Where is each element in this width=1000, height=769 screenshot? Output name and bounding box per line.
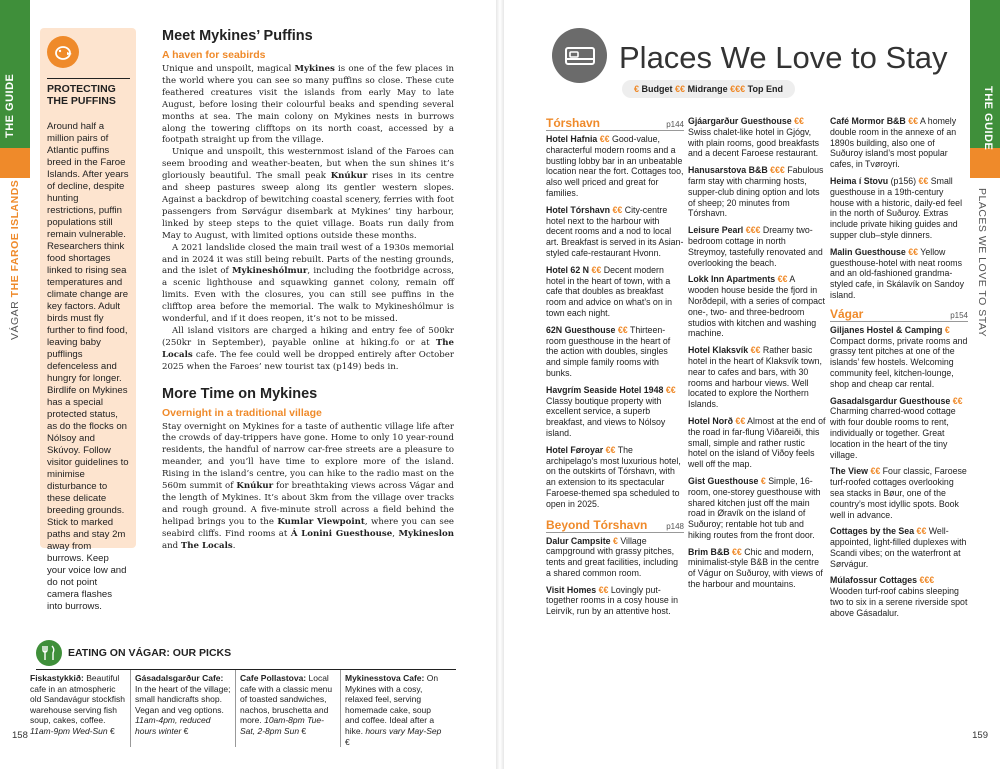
article-subtitle: Overnight in a traditional village [162,406,322,419]
listing-name: 62N Guesthouse [546,324,616,335]
pick-name: Cafe Pollastova: [240,673,307,683]
listing-text: Almost at the end of the road in far-flung Viðareiði, this small, simple and rather rustic hotel on the island of Viðoy feels well off the map. [688,415,826,470]
side-subtitle-prefix: VÁGAR [9,300,21,340]
listing-name: Hotel Hafnia [546,134,598,144]
eating-pick [341,670,446,747]
listing-price: € [944,324,950,335]
listing-name: Heima í Stovu [830,175,889,186]
listing-text: A wooden house beside the fjord in Norðdepil, with a series of compact one-, two- and three-bedroom studios with kitchen and washing machine. [688,274,825,339]
right-page [504,0,1000,769]
listing-name: Gjáargarður Guesthouse [688,116,792,126]
listing-entry [830,116,968,170]
listing-text: Four classic, Faroese turf-roofed cottages overlooking sea stacks in Bøur, one of the country’s most idyllic spots. Book well in advance. [830,466,967,520]
pick-name: Fiskastykkið: [30,673,84,683]
eating-picks [30,640,456,747]
region-page-ref: p154 [950,310,968,320]
region-header [546,116,684,131]
listing-price: €€€ [770,165,785,176]
listing-entry [830,466,968,520]
puffin-sidebar [40,28,136,612]
listing-name: Havgrím Seaside Hotel 1948 [546,384,664,395]
listing-entry [546,134,684,199]
listing-price: €€ [617,324,628,335]
bed-icon [552,28,607,83]
listing-price: €€ [908,116,919,126]
eating-columns [26,670,456,747]
listing-column-1 [546,116,684,625]
listing-text: Thirteen-room guesthouse in the heart of the action with doubles, singles and simple family rooms with bunks. [546,324,671,378]
pick-name: Gásadalsgarður Cafe: [135,673,224,683]
listing-entry [830,575,968,618]
listing-text: The archipelago’s most luxurious hotel, on the outskirts of Tórshavn, with an extension to its spectacular Faroese-themed spa scheduled to open in 2025. [546,444,681,509]
listing-text: A homely double room in the annexe of an 1890s building, also one of Suðuroy island’s most popular cafes, in Tvøroyri. [830,116,957,170]
listing-text: City-centre hotel next to the harbour with decent rooms and a nod to local art. Breakfast is served in its Asian-styled cafe-restaurant Hvonn. [546,204,684,258]
listing-name: Múlafossur Cottages [830,575,918,586]
listing-entry [688,547,826,590]
listing-text: Compact dorms, private rooms and grassy tent pitches at one of the islands’ few hostels. Welcoming community feel, kitchen-lounge, shop and cheap car rental. [830,335,968,389]
listing-name: Leisure Pearl [688,225,744,236]
sidebar-text: Around half a million pairs of Atlantic puffins breed in the Faroe Islands. After years of decline, despite hunting restrictions, puffin populations still remain vulnerable. Researchers think food shortages linked to rising sea temperatures and climate change are key factors. Adult birds must fly further to find food, leaving baby pufflings defenceless and hungry for longer. Birdlife on Mykines has a special protected status, as do the flocks on Nólsoy and Skúvoy. Follow visitor guidelines to minimise disturbance to these delicate breeding grounds. Stick to marked paths and stay 2m away from burrows. Keep your voice low and do not point camera flashes into burrows. [47,121,129,612]
eating-pick [131,670,236,747]
listing-entry [688,274,826,339]
listing-entry [546,445,684,510]
listing-text: Simple, 16-room, one-storey guesthouse with shared kitchen just off the main road in Øravík on the island of Suðuroy; rentable hot tub and hiking routes from the front door. [688,475,821,540]
listing-text: Swiss chalet-like hotel in Gjógv, with plain rooms, good breakfasts and a decent Faroese restaurant. [688,126,820,159]
listing-text: Charming charred-wood cottage with four double rooms to rent, individually or together. Great location in the heart of the tiny village. [830,406,956,460]
region-page-ref: p148 [666,521,684,531]
pick-text: In the heart of the village; small handicrafts shop. Vegan and veg options. [135,683,231,715]
listing-name: Hotel 62 N [546,264,590,275]
eating-pick [236,670,341,747]
listing-price: €€ [870,466,881,477]
listing-entry [546,325,684,379]
listing-price: €€ [591,264,602,275]
cutlery-icon [36,640,62,666]
listing-price: €€ [918,175,929,186]
listing-price: € [612,535,618,546]
listing-text: Good-value, characterful modern rooms and a bustling lobby bar in an unbeatable location near the fort. Cottages too, also well priced and great for families. [546,134,684,198]
guide-tab-label: THE GUIDE [982,86,994,151]
paragraph: A 2021 landslide closed the main trail west of a 1930s memorial and in 2024 it was still being rebuilt. Parts of the nesting grounds, and the islet of Mykineshólmur, including the footbridge across, a scenic lighthouse and squawking gannet colony, remain off limits. Even with the closures, you can still see puffins in the clifftop area before the memorial. The walk to Mykineshólmur is wonderful, and if it does reopen, it’s not to be missed. [162,242,454,325]
listing-entry [688,116,826,159]
listing-text: Village campground with grassy pitches, tents and great facilities, including a shared common room. [546,535,679,578]
section-tab-accent [970,148,1000,178]
listing-name: Cottages by the Sea [830,526,915,537]
listing-text: Classy boutique property with excellent service, a superb breakfast, and views to Nólsoy island. [546,395,666,438]
listing-entry [546,205,684,259]
listing-price: €€ [750,345,761,356]
listing-entry [546,585,684,617]
paragraph: Unique and unspoilt, magical Mykines is one of the few places in the world where you can see so many puffins so close. These cute feathered creatures visit the islands from early May to late August, before losing their colourful beaks and spending several months at sea. The main colony on Mykines nests in burrows along the towering clifftops on its north coast, accessed by a footpath straight up from the village. [162,64,455,146]
listing-text: Dreamy two-bedroom cottage in north Streymoy, tastefully renovated and overlooking the beach. [688,225,823,268]
pick-price: € [181,725,189,736]
main-article [162,28,454,553]
region-header [546,518,684,533]
listing-name: Hotel Norð [688,415,733,426]
listing-price: €€ [598,584,609,595]
pick-hours: hours vary May-Sep [365,725,442,736]
eating-title: EATING ON VÁGAR: OUR PICKS [68,647,232,659]
listing-price: €€ [777,274,788,285]
guide-tab-label: THE GUIDE [4,73,16,138]
listing-text: Fabulous farm stay with charming hosts, supper-club dining option and lots of sheep; 20 minutes from Tórshavn. [688,165,824,219]
listing-price: €€ [599,134,610,144]
listing-name: Lokk Inn Apartments [688,274,776,285]
side-subtitle [9,180,21,340]
article-title: More Time on Mykines [162,385,318,402]
listing-price: €€ [794,116,804,126]
listing-entry [546,385,684,439]
paragraph: Unique and unspoilt, this westernmost island of the Faroes can seem brooding and weather-beaten, but when the sun shines it’s gloriously beautiful. The small peak Knúkur rises in its centre and sheep pastures sweep along its gentler western slopes. Against a backdrop of bewitching coastal scenery, ferries with foot passengers from Sørvágur disembark at Mykines’ tiny harbour, linked by steep steps to the quiet village. Boats run daily from May to August, with limited options outside these months. [162,147,454,241]
article-subtitle: A haven for seabirds [162,49,266,61]
listings [546,116,968,625]
spine [496,0,504,769]
listing-name: Brim B&B [688,546,730,557]
listing-column-3 [830,116,968,625]
sidebar-title: PROTECTING THE PUFFINS [47,78,130,107]
region-header [830,307,968,322]
listing-name: Dalur Campsite [546,535,611,546]
article-title: Meet Mykines’ Puffins [162,28,313,44]
listing-price: €€ [732,546,742,557]
listing-price: €€ [735,415,746,426]
side-subtitle-suffix: THE FAROE ISLANDS [9,179,21,298]
pick-text: On Mykines with a cosy, relaxed feel, serving homemade cake, soup and coffee. Ideal after a hike. [345,673,439,736]
listing-column-2 [688,116,826,625]
listing-entry [688,225,826,268]
listing-name: Hotel Føroyar [546,444,604,455]
listing-price: €€€ [919,575,935,586]
listing-text: Small guesthouse in a 19th-century house with a historic, daily-ed feel in the north of Suðuroy. Extras include private hiking guides and supper club–style dinners. [830,175,963,240]
side-subtitle: PLACES WE LOVE TO STAY [976,188,988,338]
pick-hours: 11am-4pm, reduced hours winter [135,715,211,736]
listing-price: €€ [908,246,919,257]
page-number: 159 [972,730,988,741]
listing-name: Hotel Tórshavn [546,204,611,215]
listing-entry [830,325,968,390]
listing-entry [688,476,826,541]
listing-entry [546,536,684,579]
listing-text: Rather basic hotel in the heart of Klaksvík town, near to cafes and bars, with 30 rooms and harbour views. Well located to explore the Northern Islands. [688,345,822,410]
listing-entry [546,265,684,319]
pick-price: € [107,725,115,736]
listing-text: Lovingly put-together rooms in a cosy house in Leirvík, run by an attentive host. [546,584,679,617]
listing-price: €€ [665,384,676,395]
listing-price: €€€ [745,225,761,236]
listing-text: Yellow guesthouse-hotel with neat rooms and an old-fashioned grandma-styled cafe, in Skálavík on Sandoy island. [830,246,964,300]
listing-entry [688,165,826,219]
listing-entry [688,416,826,470]
listing-entry [830,247,968,301]
page-number: 158 [12,730,28,741]
pick-price: € [345,736,350,747]
pick-name: Mykinesstova Cafe: [345,673,425,683]
listing-name: The View [830,466,868,477]
pick-hours: 10am-8pm Tue-Sat, 2-8pm Sun [240,715,324,736]
eating-header [36,640,456,670]
region-name: Vágar [830,306,864,321]
page-title: Places We Love to Stay [619,40,948,75]
listing-name: Giljanes Hostel & Camping [830,324,943,335]
listing-name: Gist Guesthouse [688,475,759,486]
eating-pick [26,670,131,747]
listing-entry [830,526,968,569]
listing-text: Decent modern hotel in the heart of town, with a cafe that doubles as breakfast room and advice on what’s on in town each night. [546,264,673,318]
listing-text: Chic and modern, minimalist-style B&B in the centre of Vágur on Suðuroy, with views of the harbour and mountains. [688,546,823,590]
region-page-ref: p144 [666,120,684,129]
pick-text: Local cafe with a classic menu of toasted sandwiches, nachos, bruschetta and more. [240,673,333,726]
listing-page-ref: (p156) [888,175,919,186]
puffin-icon [47,36,79,68]
pick-text: Beautiful cafe in an atmospheric old Sandavágur stockfish warehouse serving fish soup, cakes, coffee. [30,673,125,726]
listing-name: Hanusarstova B&B [688,165,768,176]
listing-name: Gasadalsgardur Guesthouse [830,395,951,406]
listing-entry [688,345,826,410]
listing-price: €€ [612,204,623,215]
listing-name: Café Mormor B&B [830,116,906,126]
listing-text: Well-appointed, light-filled duplexes with Scandi vibes; on the waterfront at Sørvágur. [830,526,967,569]
pick-price: € [299,725,307,736]
paragraph: All island visitors are charged a hiking and entry fee of 500kr (250kr in September), payable online at hiking.fo or at The Locals cafe. The fee could well be dropped entirely after October 2025 when the Faroes’ new tourist tax (p149) beds in. [162,325,454,372]
region-name: Beyond Tórshavn [546,517,648,532]
price-legend: € Budget €€ Midrange €€€ Top End [622,80,795,98]
region-name: Tórshavn [546,116,601,130]
listing-entry [830,176,968,241]
listing-price: €€ [605,444,616,455]
paragraph: Stay overnight on Mykines for a taste of authentic village life after the crowds of day-trippers have gone. Home to only 10 year-round residents, the handful of narrow car-free streets are a pleasure to meander, and you’ll have time to explore more of the island. Rising in the island’s centre, you can hike to the radio mast on the 560m summit of Knúkur for breathtaking views across Vágar and the length of Mykines. It’s about 3km from the village over tracks and rough ground. A five-minute stroll across a field behind the helipad brings you to the Kumlar Viewpoint, where you can see seabird cliffs. Find rooms at Á Lonini Guesthouse, Mykineslon and The Locals. [162,421,455,551]
listing-price: € [760,475,766,486]
section-tab-accent [0,148,30,178]
listing-entry [830,396,968,461]
listing-name: Visit Homes [546,584,597,595]
listing-name: Malin Guesthouse [830,246,906,257]
listing-price: €€ [916,526,927,537]
listing-name: Hotel Klaksvík [688,345,749,356]
listing-price: €€ [952,395,963,406]
pick-hours: 11am-9pm Wed-Sun [30,725,108,736]
listing-text: Wooden turf-roof cabins sleeping two to six in a serene riverside spot above Gásadalur. [830,586,968,618]
left-page [0,0,496,769]
